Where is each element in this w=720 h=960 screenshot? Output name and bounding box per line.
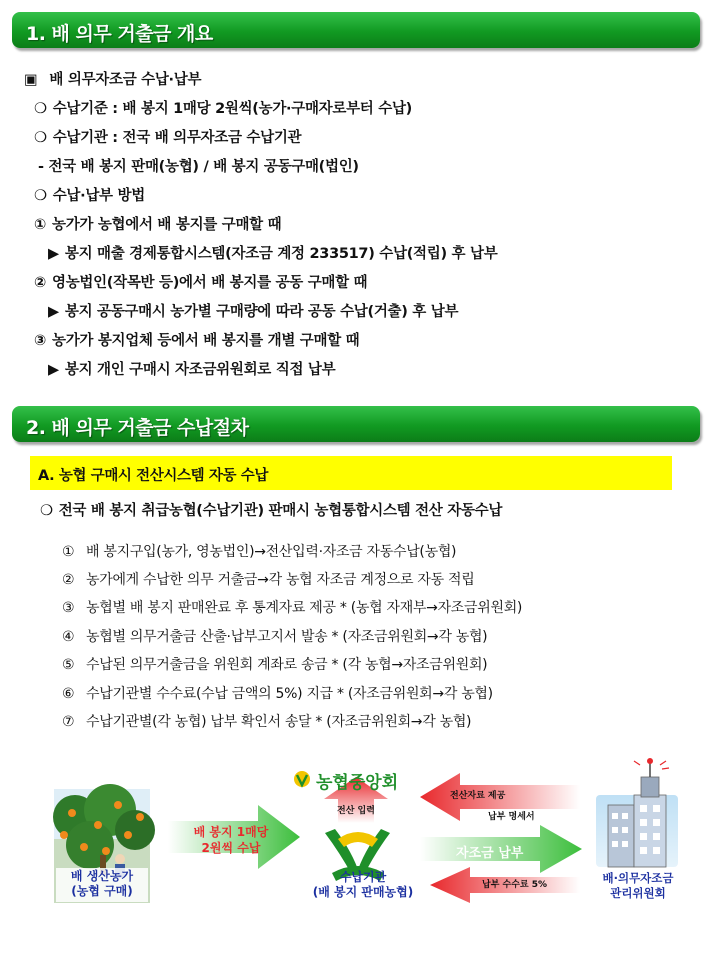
step-number: ⑤ — [62, 657, 75, 673]
list-item-text: 농가가 봉지업체 등에서 배 봉지를 개별 구매할 때 — [51, 333, 360, 349]
agency-label-line2: (배 봉지 판매농협) — [312, 885, 414, 899]
arrow-top2-label: 납부 명세서 — [488, 812, 535, 822]
list-item-text: 수납기준 : 배 봉지 1매당 2원씩(농가·구매자로부터 수납) — [52, 101, 412, 117]
section2-title: 2. 배 의무 거출금 수납절차 — [26, 417, 249, 439]
committee-label-line2: 관리위원회 — [610, 886, 666, 900]
step-text: 농협별 의무거출금 산출·납부고지서 발송 * (자조금위원회→각 농협) — [86, 629, 488, 645]
section1-heading-text: 배 의무자조금 수납·납부 — [49, 72, 202, 88]
step-number: ② — [62, 572, 75, 588]
list-item-text: 영농법인(작목반 등)에서 배 봉지를 공동 구매할 때 — [51, 275, 368, 291]
farm-label — [54, 869, 150, 899]
section2-intro-text: 전국 배 봉지 취급농협(수납기관) 판매시 농협통합시스템 전산 자동수납 — [58, 503, 503, 519]
step-item — [62, 711, 471, 731]
step-number: ⑥ — [62, 686, 75, 702]
list-item — [34, 184, 145, 205]
step-text: 배 봉지구입(농가, 영농법인)→전산입력·자조금 자동수납(농협) — [86, 544, 457, 560]
section2-title-banner — [12, 406, 700, 442]
section2-subtitle-bar — [30, 456, 672, 490]
list-item-text: 수납기관 : 전국 배 의무자조금 수납기관 — [52, 130, 302, 146]
agency-label — [298, 870, 428, 900]
step-text: 농협별 배 봉지 판매완료 후 통계자료 제공 * (농협 자재부→자조금위원회) — [86, 600, 523, 616]
step-text: 수납기관별(각 농협) 납부 확인서 송달 * (자조금위원회→각 농협) — [86, 714, 472, 730]
step-text: 농가에게 수납한 의무 거출금→각 농협 자조금 계정으로 자동 적립 — [86, 572, 475, 588]
list-item-text: 수납·납부 방법 — [52, 188, 145, 204]
list-item-text: 봉지 매출 경제통합시스템(자조금 계정 233517) 수납(적립) 후 납부 — [64, 246, 498, 262]
list-item-text: 봉지 공동구매시 농가별 구매량에 따라 공동 수납(거출) 후 납부 — [64, 304, 459, 320]
arrow-top1-label: 전산자료 제공 — [450, 791, 506, 801]
step-text: 수납된 의무거출금을 위원회 계좌로 송금 * (각 농협→자조금위원회) — [86, 657, 488, 673]
circle-bullet-icon: ❍ — [34, 188, 47, 204]
list-item — [34, 126, 301, 147]
list-item — [48, 300, 458, 321]
step-number: ① — [62, 544, 75, 560]
list-item — [34, 213, 281, 234]
circle-bullet-icon: ❍ — [40, 503, 53, 519]
step-item — [62, 597, 522, 617]
step-item — [62, 626, 487, 646]
list-item — [48, 358, 335, 379]
circled-number-2: ② — [34, 275, 46, 291]
triangle-right-icon: ▶ — [48, 362, 59, 378]
step-item — [62, 654, 487, 674]
list-item — [34, 271, 367, 292]
list-item — [34, 329, 359, 350]
list-item — [38, 155, 359, 176]
list-item-text: - 전국 배 봉지 판매(농협) / 배 봉지 공동구매(법인) — [38, 159, 359, 175]
nh-hq-label: 농협중앙회 — [316, 773, 399, 793]
step-item — [62, 683, 493, 703]
committee-label — [592, 871, 684, 901]
step-number: ④ — [62, 629, 75, 645]
list-item — [48, 242, 497, 263]
step-number: ③ — [62, 600, 75, 616]
section2-intro — [40, 499, 502, 520]
committee-building-icon — [596, 758, 678, 867]
circled-number-1: ① — [34, 217, 46, 233]
list-item-text: 봉지 개인 구매시 자조금위원회로 직접 납부 — [64, 362, 336, 378]
farm-label-line1: 배 생산농가 — [70, 869, 134, 883]
triangle-right-icon: ▶ — [48, 304, 59, 320]
circle-bullet-icon: ❍ — [34, 130, 47, 146]
arrow1-label-line1: 배 봉지 1매당 — [193, 825, 269, 839]
farm-label-line2: (농협 구매) — [71, 884, 133, 898]
step-item — [62, 541, 456, 561]
committee-label-line1: 배·의무자조금 — [602, 871, 674, 885]
list-item-text: 농가가 농협에서 배 봉지를 구매할 때 — [51, 217, 282, 233]
list-item — [34, 97, 412, 118]
circle-bullet-icon: ❍ — [34, 101, 47, 117]
section2-subtitle: A. 농협 구매시 전산시스템 자동 수납 — [38, 468, 268, 484]
section1-heading — [24, 68, 201, 89]
triangle-right-icon: ▶ — [48, 246, 59, 262]
step-item — [62, 569, 474, 589]
step-text: 수납기관별 수수료(수납 금액의 5%) 지급 * (자조금위원회→각 농협) — [86, 686, 493, 702]
arrow-mid-label: 자조금 납부 — [456, 846, 524, 861]
arrow1-label-line2: 2원씩 수납 — [201, 841, 261, 855]
step-number: ⑦ — [62, 714, 75, 730]
section1-title-banner — [12, 12, 700, 48]
agency-label-line1: 수납기관 — [339, 870, 387, 884]
section1-title: 1. 배 의무 거출금 개요 — [26, 23, 213, 45]
circled-number-3: ③ — [34, 333, 46, 349]
square-bullet-icon: ▣ — [24, 72, 38, 88]
arrow1-label — [176, 824, 286, 856]
up-arrow-label: 전산 입력 — [337, 806, 375, 816]
arrow-bottom-label: 납부 수수료 5% — [482, 880, 548, 890]
